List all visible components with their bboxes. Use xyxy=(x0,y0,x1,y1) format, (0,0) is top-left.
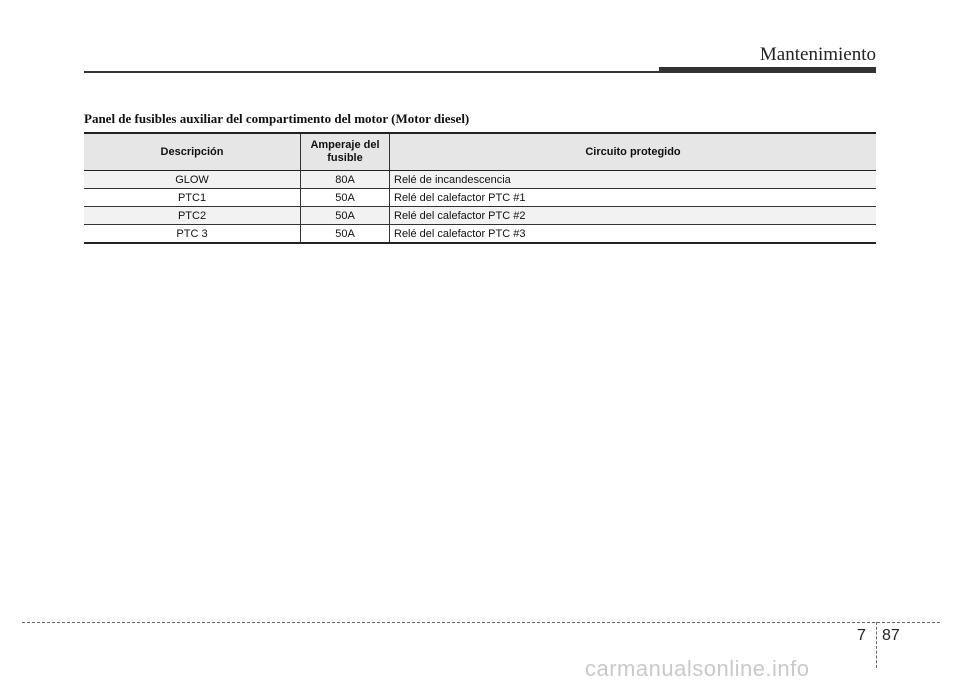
cell-amperage: 80A xyxy=(301,171,390,189)
running-head-title: Mantenimiento xyxy=(759,44,876,65)
table-row xyxy=(84,207,876,225)
fuse-table xyxy=(84,132,876,244)
cell-amperage: 50A xyxy=(301,207,390,225)
table-row xyxy=(84,189,876,207)
cell-circuit: Relé del calefactor PTC #2 xyxy=(390,207,877,225)
cell-amperage: 50A xyxy=(301,189,390,207)
cell-circuit: Relé de incandescencia xyxy=(390,171,877,189)
cell-circuit: Relé del calefactor PTC #1 xyxy=(390,189,877,207)
header-amperage-line1: Amperaje del xyxy=(310,139,380,151)
cell-description: PTC1 xyxy=(84,189,301,207)
footer-dashed-rule xyxy=(22,622,940,623)
header-amperage xyxy=(301,133,390,171)
page-number: 87 xyxy=(882,627,900,644)
watermark-text: carmanualsonline.info xyxy=(585,656,810,681)
cell-description: GLOW xyxy=(84,171,301,189)
cell-amperage: 50A xyxy=(301,225,390,244)
header-rule-thin xyxy=(84,71,659,73)
cell-circuit: Relé del calefactor PTC #3 xyxy=(390,225,877,244)
table-row xyxy=(84,171,876,189)
header-description: Descripción xyxy=(84,133,301,171)
footer-dashed-divider xyxy=(876,622,877,668)
table-header-row xyxy=(84,133,876,171)
header-amperage-line2: fusible xyxy=(327,152,363,164)
header-rule-thick xyxy=(659,67,876,73)
cell-description: PTC 3 xyxy=(84,225,301,244)
table-row xyxy=(84,225,876,244)
header-circuit: Circuito protegido xyxy=(390,133,877,171)
chapter-number: 7 xyxy=(857,627,866,644)
section-title: Panel de fusibles auxiliar del compartimento del motor (Motor diesel) xyxy=(84,111,470,126)
cell-description: PTC2 xyxy=(84,207,301,225)
